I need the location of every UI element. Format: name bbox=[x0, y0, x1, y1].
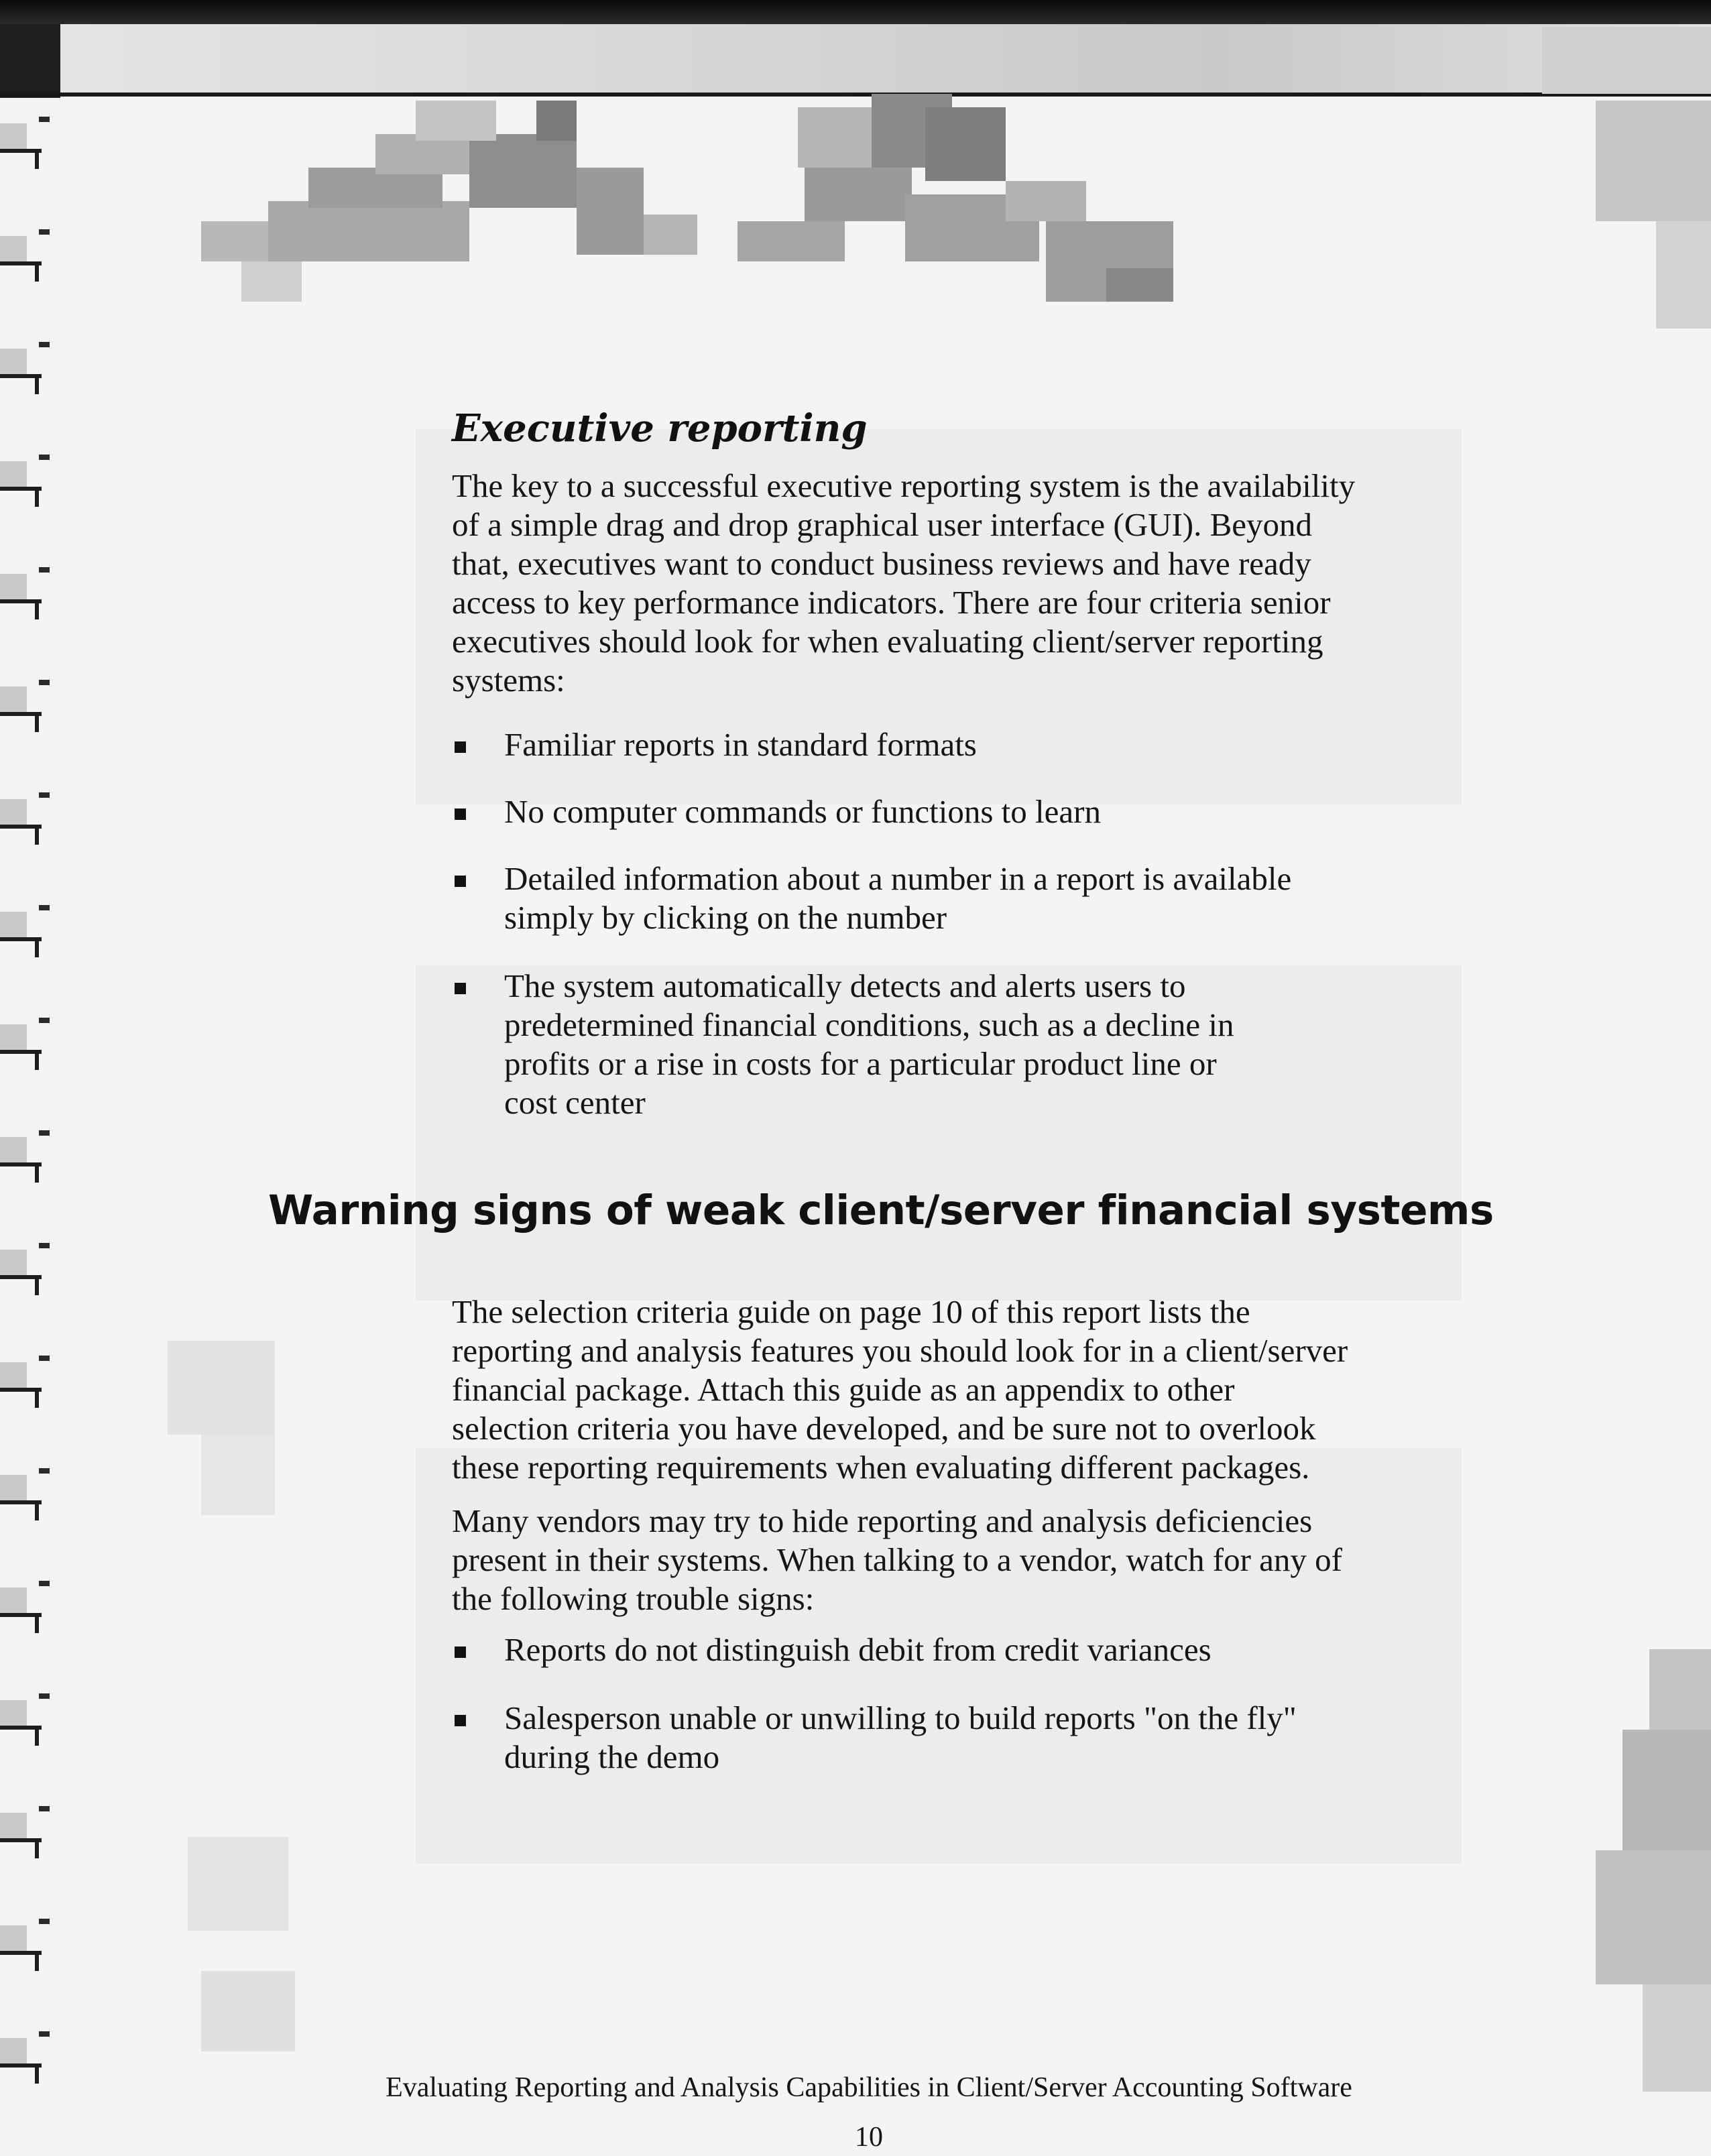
bullet-square-icon bbox=[455, 1646, 466, 1658]
text-line: Many vendors may try to hide reporting and analysis deficiencies bbox=[452, 1502, 1313, 1539]
list-item-text: Familiar reports in standard formats bbox=[504, 726, 977, 763]
text-line: financial package. Attach this guide as an appendix to other bbox=[452, 1371, 1235, 1408]
list-item-text: No computer commands or functions to learn bbox=[504, 793, 1101, 830]
list-item-text: Reports do not distinguish debit from credit variances bbox=[504, 1631, 1212, 1668]
warning-signs-paragraph-1 bbox=[452, 1293, 1478, 1487]
page-number: 10 bbox=[855, 2122, 883, 2153]
list-item bbox=[452, 1699, 1478, 1777]
list-item-text: Detailed information about a number in a report is available bbox=[504, 860, 1292, 897]
bullet-square-icon bbox=[455, 876, 466, 887]
list-item-text: simply by clicking on the number bbox=[504, 899, 947, 936]
text-line: of a simple drag and drop graphical user interface (GUI). Beyond bbox=[452, 506, 1313, 543]
list-item bbox=[452, 1630, 1478, 1669]
text-line: that, executives want to conduct business reviews and have ready bbox=[452, 545, 1311, 582]
executive-reporting-paragraph bbox=[452, 467, 1478, 700]
text-line: reporting and analysis features you should look for in a client/server bbox=[452, 1332, 1348, 1369]
scan-top-shadow bbox=[60, 24, 1711, 93]
list-item bbox=[452, 967, 1478, 1122]
text-line: The key to a successful executive reporting system is the availability bbox=[452, 467, 1356, 504]
scan-top-edge bbox=[0, 0, 1711, 24]
scan-corner-shadow bbox=[0, 24, 60, 98]
list-item-text: Salesperson unable or unwilling to build reports "on the fly" bbox=[504, 1699, 1297, 1736]
bullet-square-icon bbox=[455, 808, 466, 820]
warning-signs-paragraph-2 bbox=[452, 1502, 1478, 1618]
bullet-square-icon bbox=[455, 741, 466, 753]
text-line: selection criteria you have developed, and be sure not to overlook bbox=[452, 1410, 1316, 1447]
text-line: these reporting requirements when evaluating different packages. bbox=[452, 1449, 1310, 1486]
text-line: systems: bbox=[452, 662, 565, 699]
list-item bbox=[452, 725, 1478, 764]
list-item-text: profits or a rise in costs for a particular product line or bbox=[504, 1045, 1217, 1082]
section-heading-warning-signs: Warning signs of weak client/server financial systems bbox=[268, 1187, 1494, 1234]
section-heading-executive-reporting: Executive reporting bbox=[452, 406, 868, 451]
bullet-square-icon bbox=[455, 983, 466, 994]
list-item bbox=[452, 792, 1478, 831]
list-item-text: cost center bbox=[504, 1084, 646, 1121]
footer-document-title: Evaluating Reporting and Analysis Capabilities in Client/Server Accounting Software bbox=[386, 2072, 1352, 2103]
header-rule bbox=[0, 93, 1711, 97]
text-line: present in their systems. When talking to a vendor, watch for any of bbox=[452, 1541, 1342, 1578]
text-line: The selection criteria guide on page 10 of this report lists the bbox=[452, 1293, 1250, 1330]
list-item-text: during the demo bbox=[504, 1738, 720, 1775]
text-line: executives should look for when evaluating client/server reporting bbox=[452, 623, 1323, 660]
list-item-text: The system automatically detects and alerts users to bbox=[504, 967, 1186, 1004]
list-item-text: predetermined financial conditions, such as a decline in bbox=[504, 1006, 1234, 1043]
text-line: access to key performance indicators. There are four criteria senior bbox=[452, 584, 1331, 621]
spiral-binding bbox=[0, 101, 54, 2156]
list-item bbox=[452, 859, 1478, 937]
bullet-square-icon bbox=[455, 1715, 466, 1726]
text-line: the following trouble signs: bbox=[452, 1580, 815, 1617]
